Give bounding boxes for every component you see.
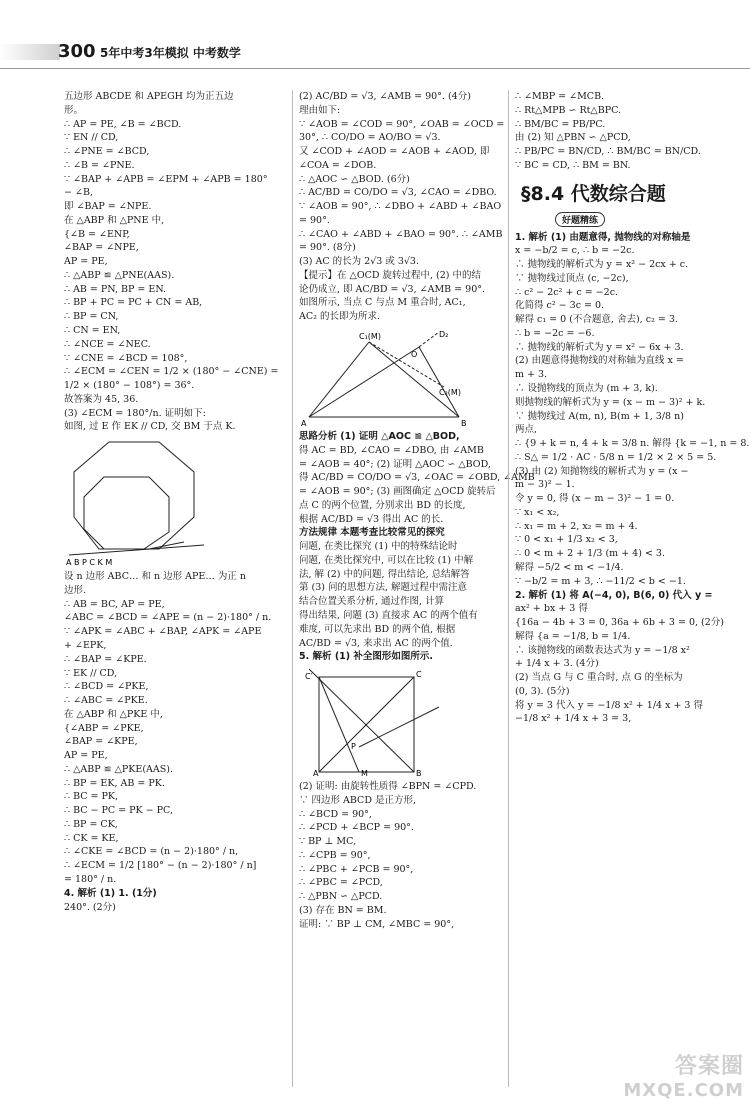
text-line: 4. 解析 (1) 1. (1分) — [64, 887, 157, 899]
text-line: ∵ BC = CD, ∴ BM = BN. — [515, 159, 631, 171]
text-line: ∵ EK // CD, — [64, 667, 118, 679]
text-line: ∠ABC = ∠BCD = ∠APE = (n − 2)·180° / n. — [64, 612, 272, 624]
text-line: (2) AC/BD = √3, ∠AMB = 90°. (4分) — [299, 91, 471, 102]
text-line: ∴ ∠ABC = ∠PKE. — [64, 695, 148, 707]
text-line: ∴ ∠BAP = ∠KPE. — [64, 653, 147, 665]
text-line: ∴ ∠MBP = ∠MCB. — [515, 91, 605, 102]
text-line: ∵ 0 < x₁ + 1/3 x₂ < 3, — [515, 534, 618, 546]
text-line: 化简得 c² − 3c = 0. — [515, 300, 605, 312]
text-line: ∴ x₁ = m + 2, x₂ = m + 4. — [515, 520, 638, 532]
figure-triangle — [299, 327, 479, 427]
col2-top-text — [299, 90, 505, 324]
text-line: x = −b/2 = c, ∴ b = −2c. — [515, 245, 635, 257]
text-line: = 90°. — [299, 214, 330, 226]
text-line: ∴ △AOC ∽ △BOD. (6分) — [299, 173, 410, 185]
page-header — [0, 38, 750, 69]
text-line: ∴ ∠CAO + ∠ABD + ∠BAO = 90°. ∴ ∠AMB — [299, 228, 503, 240]
svg-text:O: O — [411, 350, 418, 360]
text-line: ∴ {9 + k = n, 4 + k = 3/8 n. 解得 {k = −1, n = 8. — [515, 438, 750, 450]
text-line: ∴ ∠CPB = 90°, — [299, 849, 371, 861]
text-line: 边形. — [64, 584, 87, 596]
text-line: ∴ b = −2c = −6. — [515, 327, 595, 339]
text-line: 【提示】在 △OCD 旋转过程中, (2) 中的结 — [299, 269, 482, 281]
text-line: 令 y = 0, 得 (x − m − 3)² − 1 = 0. — [515, 493, 675, 505]
text-line: 第 (3) 问的思想方法, 解题过程中需注意 — [299, 582, 468, 594]
col1-bottom-text — [64, 570, 270, 914]
text-line: ∠COA = ∠DOB. — [299, 159, 377, 171]
text-line: ∵ x₁ < x₂, — [515, 506, 560, 518]
text-line: 在 △ABP 和 △PKE 中, — [64, 708, 163, 720]
text-line: ax² + bx + 3 得 — [515, 603, 588, 615]
text-line: ∴ 抛物线的解析式为 y = x² − 6x + 3. — [515, 341, 684, 353]
text-line: ∴ ∠ECM = 1/2 [180° − (n − 2)·180° / n] — [64, 860, 257, 872]
text-line: 得出结果, 问题 (3) 直接求 AC 的两个值有 — [299, 609, 478, 621]
text-line: (3) AC 的长为 2√3 或 3√3. — [299, 256, 419, 268]
text-line: ∴ AP = PE, ∠B = ∠BCD. — [64, 118, 182, 130]
text-line: ∴ Rt△MPB ∽ Rt△BPC. — [515, 104, 622, 116]
column-left — [64, 90, 279, 1087]
text-line: 如图, 过 E 作 EK // CD, 交 BM 于点 K. — [64, 421, 236, 433]
text-line: ∴ AB = BC, AP = PE, — [64, 598, 165, 610]
text-line: AC/BD = √3, 来求出 AC 的两个值. — [299, 637, 453, 649]
text-line: ∴ ∠PCD + ∠BCP = 90°. — [299, 822, 414, 834]
text-line: = ∠AOB = 40°; (2) 证明 △AOC ∽ △BOD, — [299, 458, 491, 470]
text-line: ∴ CK = KE, — [64, 832, 119, 844]
text-line: ∴ ∠PNE = ∠BCD, — [64, 146, 150, 158]
svg-text:A B P C K M: A B P C K M — [66, 558, 113, 568]
watermark-top: 答案圈 — [674, 1054, 744, 1079]
text-line: {∠ABP = ∠PKE, — [64, 722, 144, 734]
col2-bottom-text — [299, 430, 535, 664]
text-line: ∵ 抛物线过顶点 (c, −2c), — [515, 272, 629, 284]
svg-text:C′: C′ — [305, 672, 313, 682]
figure-polygon — [64, 437, 214, 567]
text-line: ∴ CN = EN, — [64, 325, 121, 337]
text-line: 由 (2) 知 △PBN ∽ △PCD, — [515, 132, 631, 144]
text-line: ∴ BC − PC = PK − PC, — [64, 805, 173, 817]
text-line: ∵ EN // CD, — [64, 132, 119, 144]
text-line: ∵ −b/2 = m + 3, ∴ −11/2 < b < −1. — [515, 575, 686, 587]
column-right — [508, 90, 750, 1087]
text-line: {16a − 4b + 3 = 0, 36a + 6b + 3 = 0, (2分) — [515, 617, 725, 629]
text-line: (3) 存在 BN = BM. — [299, 904, 387, 916]
text-line: 5. 解析 (1) 补全图形如图所示. — [299, 651, 434, 663]
text-line: ∴ ∠ECM = ∠CEN = 1/2 × (180° − ∠CNE) = — [64, 366, 279, 378]
text-line: 解得 −5/2 < m < −1/4. — [515, 561, 624, 573]
col1-top-text — [64, 90, 279, 434]
text-line: ∴ BP = CN, — [64, 311, 119, 323]
svg-text:C₁(M): C₁(M) — [359, 332, 381, 342]
text-line: ∴ 抛物线的解析式为 y = x² − 2cx + c. — [515, 259, 689, 271]
text-line: ∴ BC = PK, — [64, 791, 118, 803]
text-line: 五边形 ABCDE 和 APEGH 均为正五边 — [64, 91, 234, 102]
text-line: 1. 解析 (1) 由题意得, 抛物线的对称轴是 — [515, 231, 691, 243]
svg-text:M: M — [361, 769, 368, 779]
section-badge: 好题精练 — [555, 212, 605, 227]
text-line: 解得 c₁ = 0 (不合题意, 舍去), c₂ = 3. — [515, 314, 678, 326]
text-line: ∴ ∠PBC = ∠PCD, — [299, 877, 383, 889]
text-line: 得 AC/BD = CO/DO = √3, ∠OAC = ∠OBD, ∠AMB — [299, 472, 535, 484]
text-line: ∴ ∠CKE = ∠BCD = (n − 2)·180° / n, — [64, 846, 239, 858]
svg-text:C: C — [416, 670, 422, 680]
text-line: −1/8 x² + 1/4 x + 3 = 3, — [515, 713, 632, 725]
text-line: ∠BAP = ∠NPE, — [64, 242, 139, 254]
text-line: 得 AC = BD, ∠CAO = ∠DBO, 由 ∠AMB — [299, 444, 484, 456]
figure-square — [299, 667, 469, 777]
text-line: ∴ ∠BCD = ∠PKE, — [64, 681, 149, 693]
col2-end-text — [299, 780, 499, 931]
text-line: AP = PE, — [64, 256, 108, 268]
book-title: 5年中考3年模拟 中考数学 — [100, 46, 241, 60]
svg-text:C₂(M): C₂(M) — [439, 388, 461, 398]
text-line: m + 3. — [515, 369, 548, 381]
text-line: ∴ 0 < m + 2 + 1/3 (m + 4) < 3. — [515, 548, 665, 560]
text-line: 点 C 的两个位置, 分别求出 BD 的长度, — [299, 499, 466, 511]
text-line: 思路分析 (1) 证明 △AOC ≌ △BOD, — [299, 431, 460, 443]
text-line: = 90°. (8分) — [299, 242, 356, 254]
watermark-logo — [623, 1049, 744, 1101]
text-line: ∴ AC/BD = CO/DO = √3, ∠CAO = ∠DBO. — [299, 187, 497, 199]
text-line: ∵ ∠AOB = 90°, ∴ ∠DBO + ∠ABD + ∠BAO — [299, 201, 502, 213]
svg-text:P: P — [351, 742, 356, 752]
text-line: ∴ 该抛物线的函数表达式为 y = −1/8 x² — [515, 644, 690, 656]
text-line: ∵ 四边形 ABCD 是正方形, — [299, 794, 416, 806]
text-line: ∴ BM/BC = PB/PC. — [515, 118, 606, 130]
text-line: 两点, — [515, 424, 538, 436]
text-line: ∴ △ABP ≌ △PNE(AAS). — [64, 269, 175, 281]
text-line: 30°, ∴ CO/DO = AO/BO = √3. — [299, 132, 441, 144]
text-line: = 180° / n. — [64, 873, 117, 885]
text-line: 理由如下: — [299, 104, 341, 116]
text-line: ∴ c² − 2c² + c = −2c. — [515, 286, 619, 298]
text-line: − ∠B, — [64, 187, 93, 199]
text-line: 1/2 × (180° − 108°) = 36°. — [64, 380, 195, 392]
col3-top-text — [515, 90, 733, 173]
text-line: ∴ △PBN ∽ △PCD. — [299, 891, 383, 903]
text-line: (0, 3). (5分) — [515, 685, 570, 697]
text-line: ∠BAP = ∠KPE, — [64, 736, 138, 748]
text-line: AP = PE, — [64, 750, 108, 762]
text-line: AC₂ 的长即为所求. — [299, 311, 380, 323]
text-line: ∵ ∠APK = ∠ABC + ∠BAP, ∠APK = ∠APE — [64, 626, 262, 638]
svg-text:D₂: D₂ — [439, 330, 449, 340]
text-line: ∴ PB/PC = BN/CD, ∴ BM/BC = BN/CD. — [515, 146, 701, 158]
text-line: ∴ AB = PN, BP = EN. — [64, 283, 167, 295]
text-line: + 1/4 x + 3. (4分) — [515, 658, 599, 670]
text-line: ∴ ∠BCD = 90°, — [299, 808, 372, 820]
text-line: 论仍成立, 即 AC/BD = √3, ∠AMB = 90°. — [299, 283, 486, 295]
text-line: 将 y = 3 代入 y = −1/8 x² + 1/4 x + 3 得 — [515, 699, 704, 711]
text-line: (3) 由 (2) 知抛物线的解析式为 y = (x − — [515, 465, 689, 477]
text-line: 如图所示, 当点 C 与点 M 重合时, AC₁, — [299, 297, 466, 309]
text-line: ∴ BP + PC = PC + CN = AB, — [64, 297, 203, 309]
text-line: ∴ BP = CK, — [64, 818, 118, 830]
text-line: ∴ ∠B = ∠PNE. — [64, 159, 135, 171]
text-line: 2. 解析 (1) 将 A(−4, 0), B(6, 0) 代入 y = — [515, 589, 713, 601]
text-line: m − 3)² − 1. — [515, 479, 575, 491]
text-line: 结合位置关系分析, 通过作图, 计算 — [299, 596, 445, 608]
svg-text:A: A — [301, 419, 307, 429]
text-line: 法, 解 (2) 中的问题, 得出结论, 总结解答 — [299, 568, 470, 580]
text-line: ∴ S△ = 1/2 · AC · 5/8 n = 1/2 × 2 × 5 = 5. — [515, 451, 717, 463]
text-line: ∴ △ABP ≌ △PKE(AAS). — [64, 763, 173, 775]
text-line: 问题, 在类比探究 (1) 中的特殊结论时 — [299, 541, 458, 553]
text-line: 则抛物线的解析式为 y = (x − m − 3)² + k. — [515, 396, 706, 408]
text-line: (2) 由题意得抛物线的对称轴为直线 x = — [515, 355, 684, 367]
svg-text:A: A — [313, 769, 319, 779]
text-line: 难度, 可以先求出 BD 的两个值, 根据 — [299, 623, 456, 635]
text-line: ∴ ∠PBC + ∠PCB = 90°, — [299, 863, 414, 875]
section-title: §8.4 代数综合题 — [521, 182, 666, 205]
text-line: ∵ ∠BAP + ∠APB = ∠EPM + ∠APB = 180° — [64, 173, 268, 185]
text-line: 问题, 在类比探究中, 可以在比较 (1) 中解 — [299, 554, 474, 566]
text-line: 根据 AC/BD = √3 得出 AC 的长. — [299, 513, 444, 525]
text-line: 又 ∠COD + ∠AOD = ∠AOB + ∠AOD, 即 — [299, 146, 490, 158]
text-line: {∠B = ∠ENP, — [64, 228, 130, 240]
text-line: 在 △ABP 和 △PNE 中, — [64, 214, 165, 226]
watermark-bottom: MXQE.COM — [623, 1080, 744, 1101]
text-line: 故答案为 45, 36. — [64, 393, 139, 405]
text-line: 证明: ∵ BP ⊥ CM, ∠MBC = 90°, — [299, 918, 455, 930]
text-line: 方法规律 本题考查比较常见的探究 — [299, 527, 445, 539]
text-line: (2) 证明: 由旋转性质得 ∠BPN = ∠CPD. — [299, 781, 477, 793]
page-number: 300 — [58, 41, 96, 62]
text-line: ∵ ∠AOB = ∠COD = 90°, ∠OAB = ∠OCD = — [299, 118, 505, 130]
text-line: 即 ∠BAP = ∠NPE. — [64, 201, 152, 213]
text-line: ∵ BP ⊥ MC, — [299, 836, 357, 848]
text-line: = ∠AOB = 90°; (3) 画图确定 △OCD 旋转后 — [299, 486, 496, 498]
text-line: ∴ ∠NCE = ∠NEC. — [64, 338, 151, 350]
col3-text — [515, 231, 750, 727]
text-line: ∵ ∠CNE = ∠BCD = 108°, — [64, 352, 188, 364]
text-line: ∴ BP = EK, AB = PK. — [64, 777, 165, 789]
text-line: (2) 当点 G 与 C 重合时, 点 G 的坐标为 — [515, 672, 683, 684]
header-decoration — [0, 44, 60, 60]
text-line: ∵ 抛物线过 A(m, n), B(m + 1, 3/8 n) — [515, 410, 684, 422]
text-line: 240°. (2分) — [64, 901, 116, 913]
text-line: + ∠EPK, — [64, 639, 107, 651]
text-line: ∴ 设抛物线的顶点为 (m + 3, k). — [515, 383, 658, 395]
svg-text:B: B — [461, 419, 467, 429]
svg-text:B: B — [416, 769, 422, 779]
text-line: (3) ∠ECM = 180°/n. 证明如下: — [64, 407, 206, 419]
text-line: 形。 — [64, 104, 84, 116]
text-line: 解得 {a = −1/8, b = 1/4. — [515, 630, 631, 642]
text-line: 设 n 边形 ABC… 和 n 边形 APE… 为正 n — [64, 571, 247, 583]
